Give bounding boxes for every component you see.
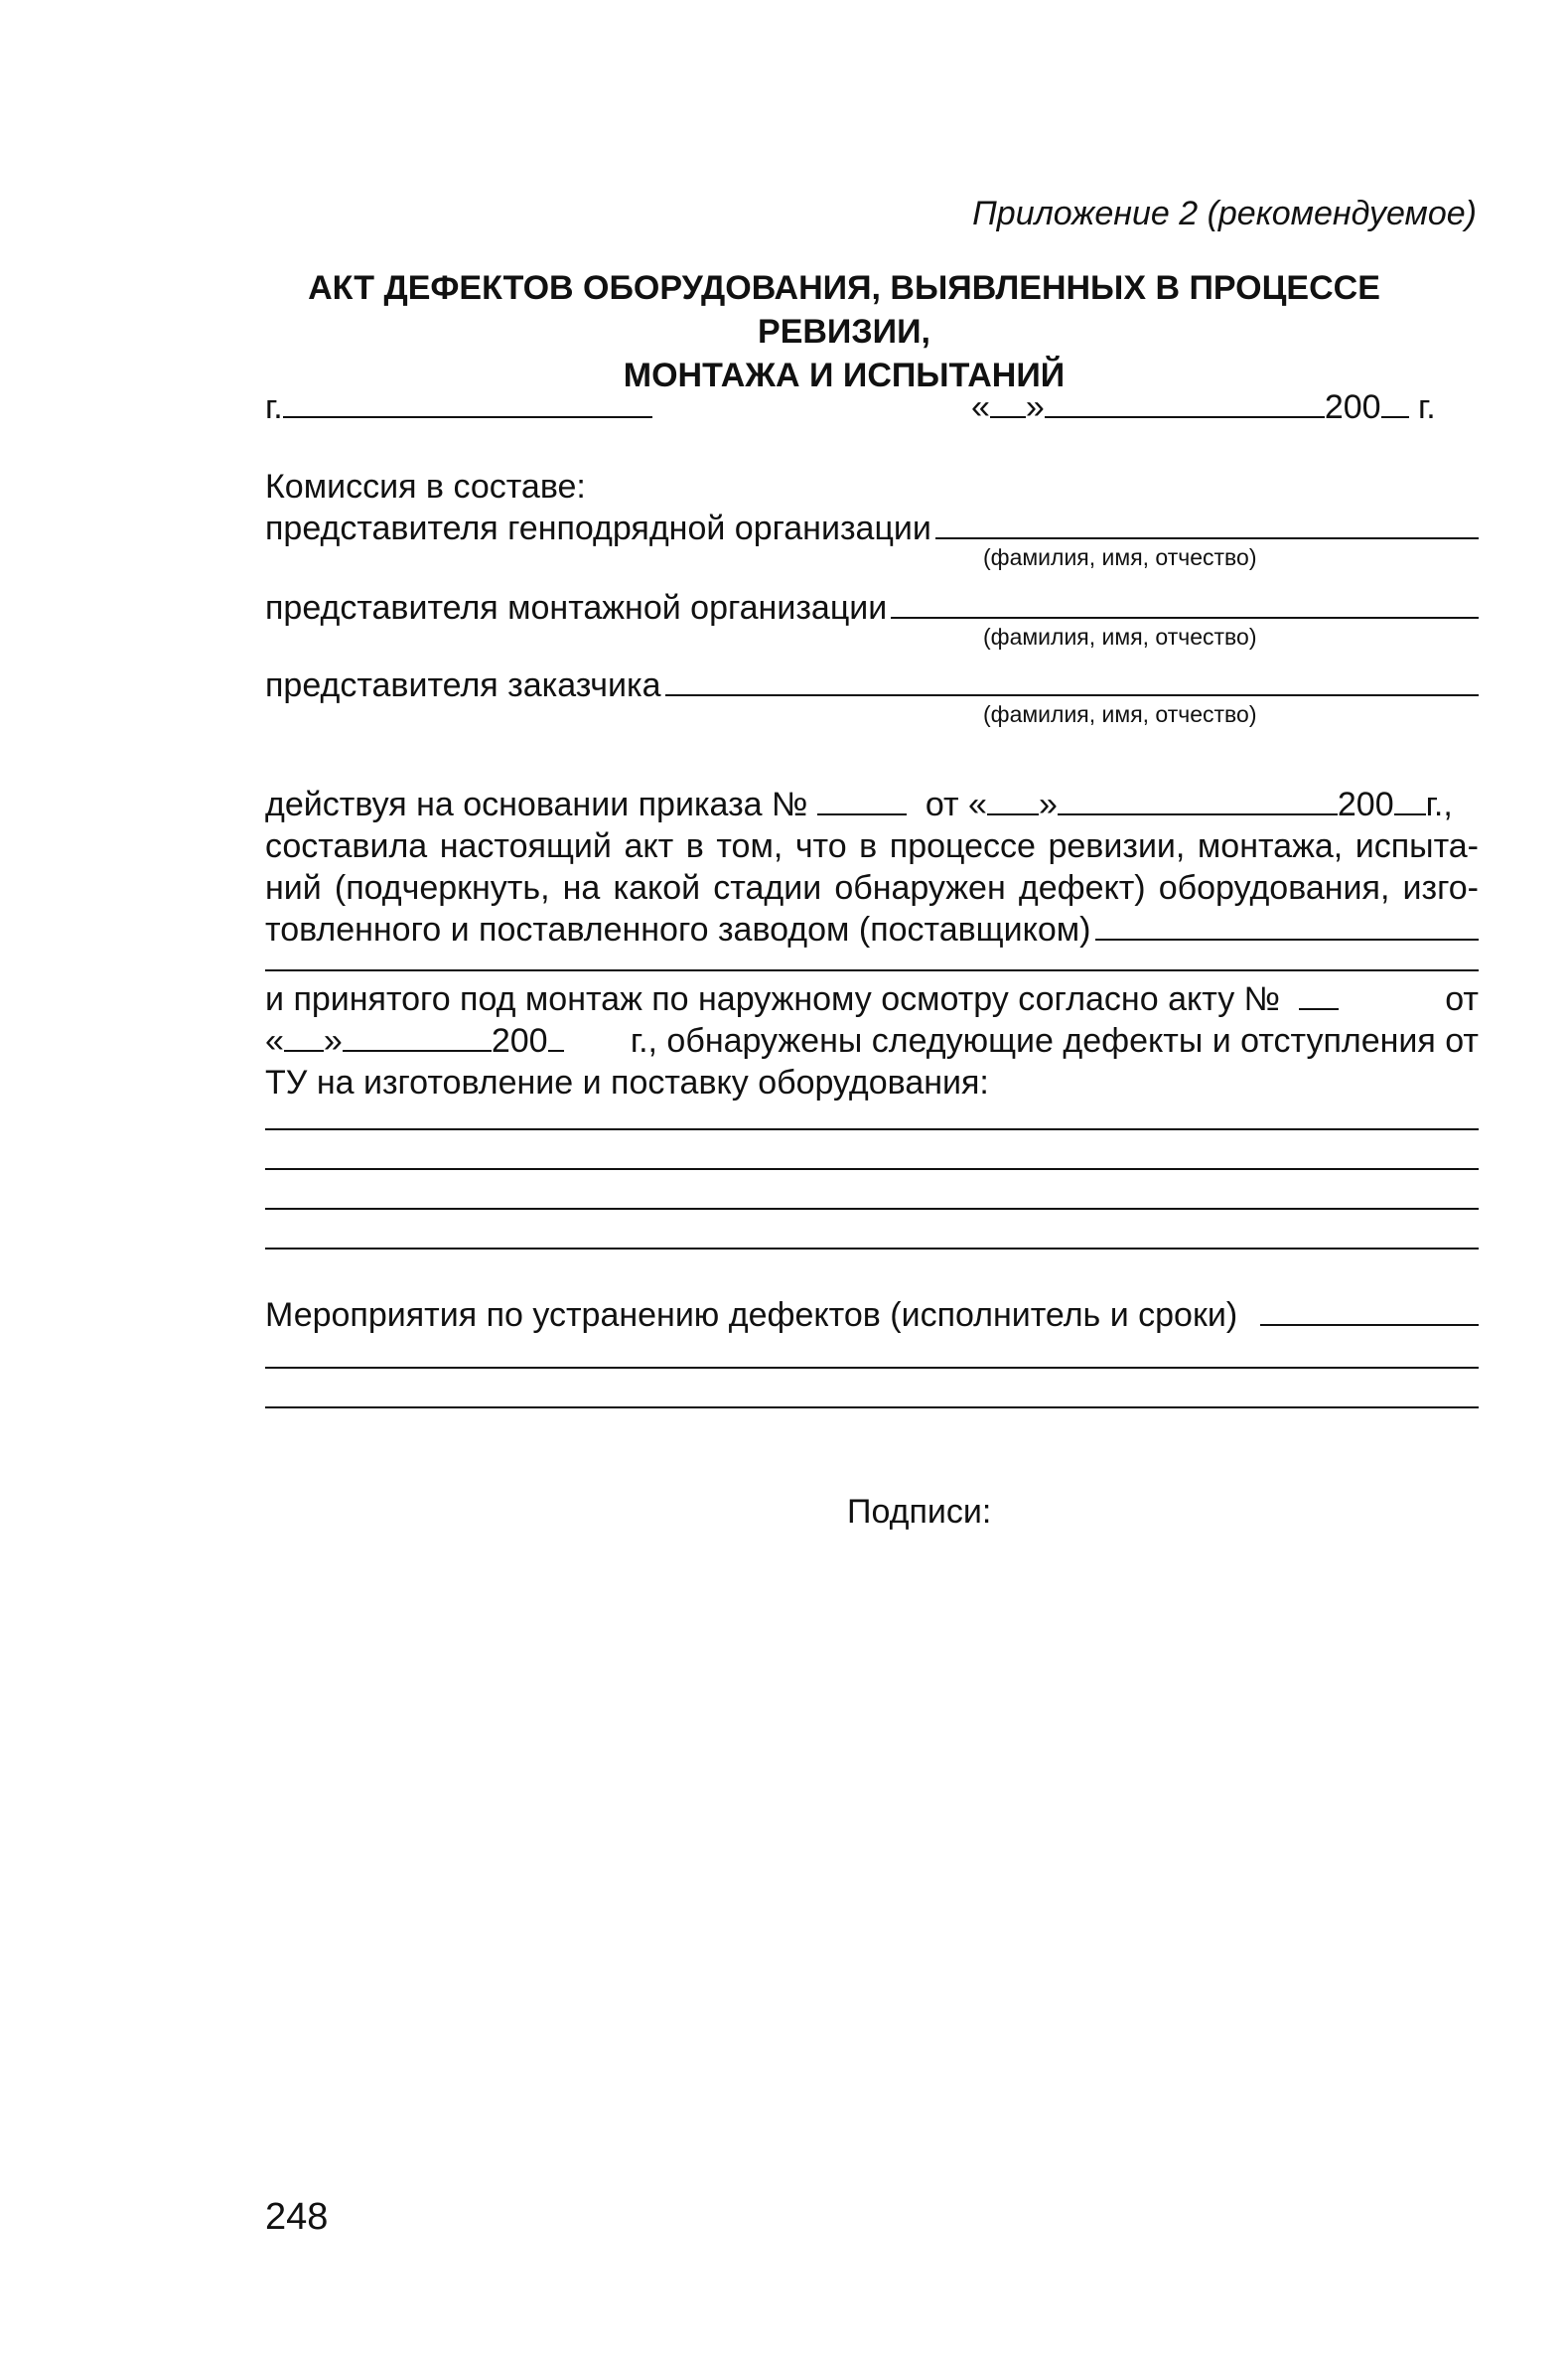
order-line (265, 785, 1453, 824)
defect-line-3[interactable] (265, 1208, 1479, 1210)
acceptance-month-blank[interactable] (343, 1049, 492, 1052)
supplier-label: товленного и поставленного заводом (поставщиком) (265, 911, 1091, 949)
rep-mounting-blank[interactable] (891, 616, 1479, 619)
order-date-prefix: от « (925, 786, 987, 823)
body-line-3: ний (подчеркнуть, на какой стадии обнаружен дефект) оборудования, изго- (265, 869, 1479, 907)
acceptance-open-quote: « (265, 1022, 284, 1060)
acceptance-year: 200 (491, 1022, 548, 1060)
rep-mounting-caption: (фамилия, имя, отчество) (983, 624, 1257, 650)
city-prefix: г. (265, 388, 283, 426)
order-date-quote: » (1038, 786, 1058, 823)
rep-mounting-label: представителя монтажной организации (265, 589, 888, 627)
date-month-blank[interactable] (1045, 415, 1325, 418)
acceptance-text-wrap (265, 979, 1339, 1019)
acceptance-close-quote: » (323, 1022, 343, 1060)
rep-general-row (265, 509, 1479, 548)
rep-customer-blank[interactable] (665, 693, 1480, 696)
city-blank[interactable] (283, 415, 652, 418)
defect-line-2[interactable] (265, 1168, 1479, 1170)
date-open-quote: « (971, 388, 990, 426)
commission-heading: Комиссия в составе: (265, 468, 586, 506)
order-day-blank[interactable] (987, 812, 1039, 815)
supplier-continuation-line[interactable] (265, 969, 1479, 971)
acceptance-line (265, 979, 1479, 1019)
date-year: 200 (1324, 388, 1381, 426)
date-field (971, 387, 1436, 427)
measures-line-2[interactable] (265, 1406, 1479, 1408)
rep-customer-label: представителя заказчика (265, 666, 661, 704)
acceptance-year-blank[interactable] (548, 1049, 564, 1052)
rep-customer-row (265, 665, 1479, 705)
title-line-2: МОНТАЖА И ИСПЫТАНИЙ (623, 357, 1066, 394)
specs-line: ТУ на изготовление и поставку оборудования: (265, 1064, 989, 1102)
acceptance-date-line (265, 1021, 1479, 1061)
document-title (228, 266, 1460, 397)
order-text: действуя на основании приказа № (265, 786, 808, 823)
supplier-row (265, 910, 1479, 950)
defect-line-4[interactable] (265, 1248, 1479, 1250)
rep-general-label: представителя генподрядной организации (265, 510, 931, 547)
measures-label: Мероприятия по устранению дефектов (исполнитель и сроки) (265, 1296, 1238, 1334)
order-month-blank[interactable] (1058, 812, 1338, 815)
rep-customer-caption: (фамилия, имя, отчество) (983, 701, 1257, 727)
measures-line-1[interactable] (265, 1367, 1479, 1369)
title-line-1: АКТ ДЕФЕКТОВ ОБОРУДОВАНИЯ, ВЫЯВЛЕННЫХ В ПРОЦЕССЕ РЕВИЗИИ, (308, 269, 1380, 351)
acceptance-date (265, 1021, 564, 1061)
order-number-blank[interactable] (817, 812, 907, 815)
city-field (265, 387, 652, 427)
signatures-label: Подписи: (847, 1493, 992, 1531)
acceptance-text: и принятого под монтаж по наружному осмотру согласно акту № (265, 980, 1281, 1018)
date-suffix: г. (1418, 388, 1436, 426)
defect-line-1[interactable] (265, 1128, 1479, 1130)
order-year-suffix: г., (1425, 786, 1453, 823)
acceptance-number-blank[interactable] (1299, 1007, 1339, 1010)
supplier-blank[interactable] (1095, 938, 1479, 941)
date-day-blank[interactable] (990, 415, 1026, 418)
measures-row (265, 1295, 1479, 1335)
rep-general-caption: (фамилия, имя, отчество) (983, 544, 1257, 570)
defects-found-text: г., обнаружены следующие дефекты и отступления от (630, 1022, 1479, 1060)
date-close-quote: » (1025, 388, 1045, 426)
date-year-blank[interactable] (1381, 415, 1409, 418)
order-year: 200 (1337, 786, 1394, 823)
acceptance-day-blank[interactable] (284, 1049, 324, 1052)
acceptance-from: от (1445, 980, 1479, 1018)
body-line-2: составила настоящий акт в том, что в процессе ревизии, монтажа, испыта- (265, 827, 1479, 865)
order-year-blank[interactable] (1394, 812, 1426, 815)
measures-blank[interactable] (1260, 1323, 1479, 1326)
rep-general-blank[interactable] (935, 536, 1479, 539)
rep-mounting-row (265, 588, 1479, 628)
appendix-label: Приложение 2 (рекомендуемое) (972, 195, 1477, 232)
page-number: 248 (265, 2196, 329, 2238)
